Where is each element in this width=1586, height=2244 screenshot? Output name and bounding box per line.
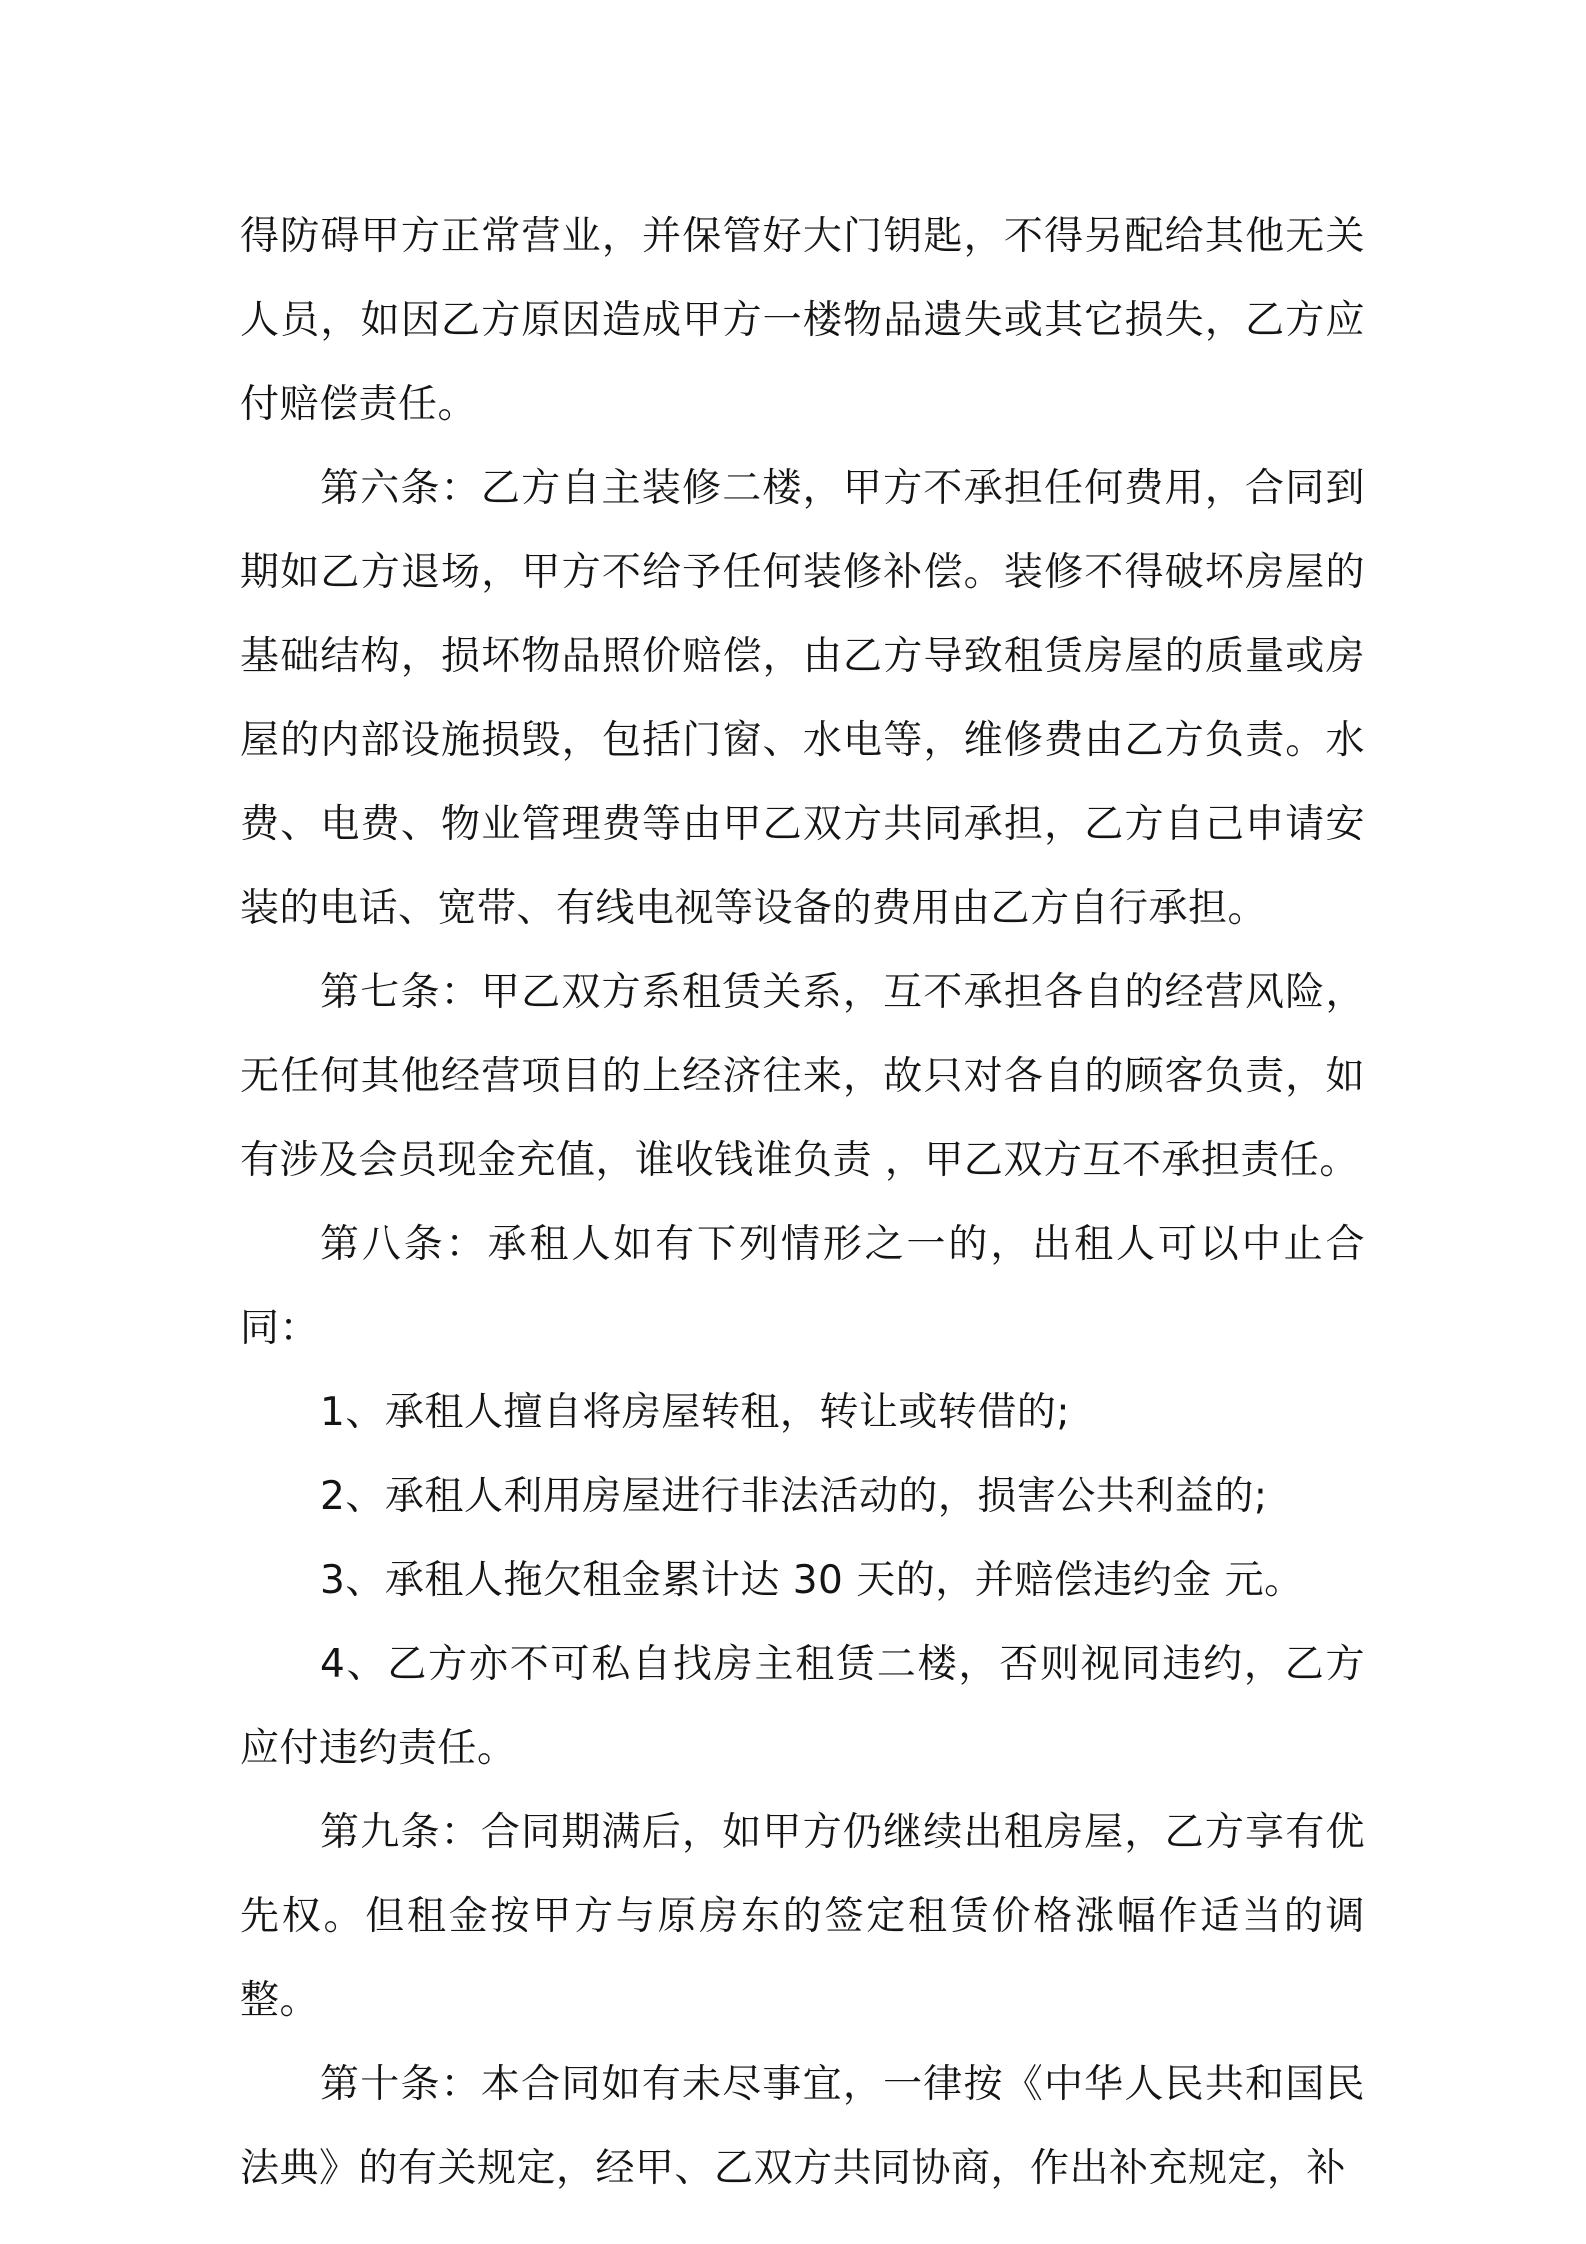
paragraph-article-9: 第九条：合同期满后，如甲方仍继续出租房屋，乙方享有优先权。但租金按甲方与原房东的签定租赁价格涨幅作适当的调整。 <box>240 1810 1365 2023</box>
paragraph-continued: 得防碍甲方正常营业，并保管好大门钥匙，不得另配给其他无关人员，如因乙方原因造成甲方一楼物品遗失或其它损失，乙方应付赔偿责任。 <box>240 214 1365 427</box>
paragraph-article-7: 第七条：甲乙双方系租赁关系，互不承担各自的经营风险，无任何其他经营项目的上经济往来，故只对各自的顾客负责，如有涉及会员现金充值，谁收钱谁负责 ，甲乙双方互不承担责任。 <box>240 970 1365 1183</box>
paragraph-article-6: 第六条：乙方自主装修二楼，甲方不承担任何费用，合同到期如乙方退场，甲方不给予任何装修补偿。装修不得破坏房屋的基础结构，损坏物品照价赔偿，由乙方导致租赁房屋的质量或房屋的内部设施损毁，包括门窗、水电等，维修费由乙方负责。水费、电费、物业管理费等由甲乙双方共同承担，乙方自己申请安装的电话、宽带、有线电视等设备的费用由乙方自行承担。 <box>240 466 1365 931</box>
paragraph-clause-4: 4、乙方亦不可私自找房主租赁二楼，否则视同违约，乙方应付违约责任。 <box>240 1642 1365 1771</box>
paragraph-clause-1: 1、承租人擅自将房屋转租，转让或转借的; <box>320 1390 1070 1435</box>
contract-body <box>240 195 1365 2211</box>
paragraph-clause-3: 3、承租人拖欠租金累计达 30 天的，并赔偿违约金 元。 <box>320 1558 1304 1603</box>
paragraph-article-8: 第八条：承租人如有下列情形之一的，出租人可以中止合同： <box>240 1222 1365 1351</box>
paragraph-article-10: 第十条：本合同如有未尽事宜，一律按《中华人民共和国民法典》的有关规定，经甲、乙双方共同协商，作出补充规定，补 <box>240 2062 1365 2191</box>
paragraph-clause-2: 2、承租人利用房屋进行非法活动的，损害公共利益的; <box>320 1474 1268 1519</box>
